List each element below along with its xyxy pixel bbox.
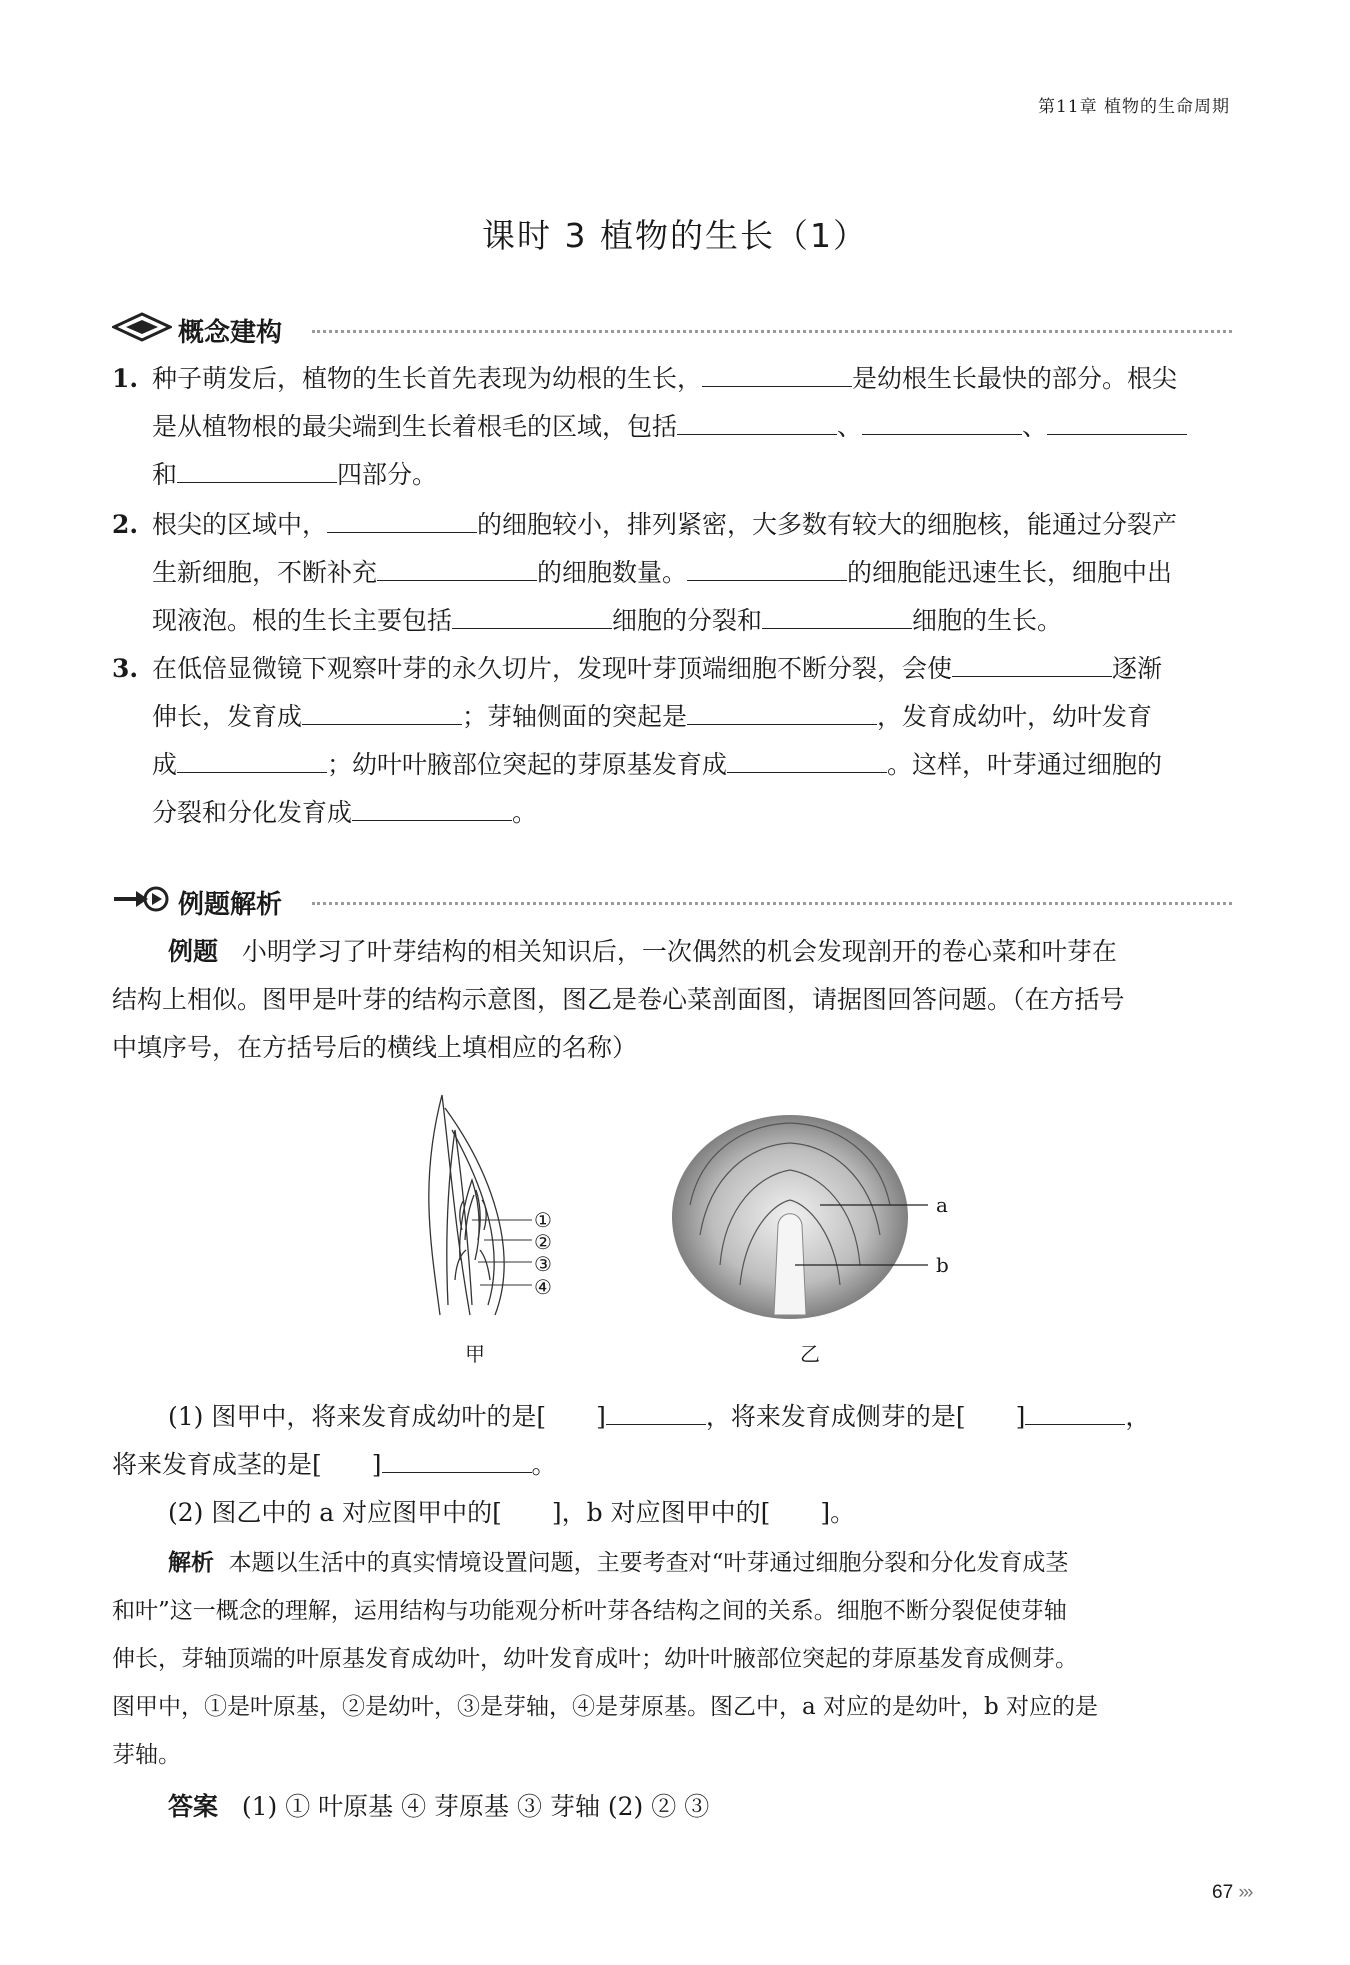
answer-line <box>168 1790 709 1824</box>
answer-blank[interactable] <box>452 606 612 629</box>
leaf-bud-diagram <box>400 1090 580 1320</box>
q-text: 根尖的区域中， <box>152 510 328 539</box>
q-text: ]，b 对应图甲中的[ <box>551 1498 771 1527</box>
question-number: 2. <box>112 510 139 539</box>
q-text: 和 <box>152 460 178 489</box>
example-line1 <box>168 935 1117 969</box>
q-text: ， <box>1125 1402 1151 1431</box>
q-text: ；幼叶叶腋部位突起的芽原基发育成 <box>327 750 728 779</box>
sub-question-1 <box>168 1400 1150 1434</box>
q-text: (1) 图甲中，将来发育成幼叶的是[ <box>168 1402 547 1431</box>
section-concept <box>112 310 1232 350</box>
dotted-rule <box>312 330 1232 333</box>
q-text: ] <box>596 1402 606 1431</box>
analysis-tag: 解析 <box>168 1550 214 1576</box>
answer-blank[interactable] <box>677 412 837 435</box>
q-text: 。 <box>531 1450 557 1479</box>
q-text: 生新细胞，不断补充 <box>152 558 378 587</box>
q-text: (2) 图乙中的 a 对应图甲中的[ <box>168 1498 502 1527</box>
sub-question-2 <box>168 1496 855 1530</box>
ex-text: 小明学习了叶芽结构的相关知识后，一次偶然的机会发现剖开的卷心菜和叶芽在 <box>241 937 1117 966</box>
question-3-line3 <box>152 748 1162 782</box>
answer-blank[interactable] <box>687 702 877 725</box>
section-title: 例题解析 <box>178 890 283 920</box>
q-text: 是从植物根的最尖端到生长着根毛的区域，包括 <box>152 412 678 441</box>
analysis-line5: 芽轴。 <box>112 1742 181 1768</box>
answer-blank[interactable] <box>1047 412 1187 435</box>
answer-blank[interactable] <box>727 750 887 773</box>
example-line2: 结构上相似。图甲是叶芽的结构示意图，图乙是卷心菜剖面图，请据图回答问题。（在方括号 <box>112 985 1125 1014</box>
q-text: 成 <box>152 750 178 779</box>
answer-blank[interactable] <box>177 750 327 773</box>
q-text: ；芽轴侧面的突起是 <box>462 702 688 731</box>
q-text: 是幼根生长最快的部分。根尖 <box>852 364 1178 393</box>
q-text: 。 <box>512 798 538 827</box>
section-title: 概念建构 <box>178 318 283 348</box>
answer-blank[interactable] <box>377 558 537 581</box>
figure-label-4: ④ <box>534 1275 552 1299</box>
q-text: 。这样，叶芽通过细胞的 <box>887 750 1163 779</box>
question-1-line3 <box>152 458 437 492</box>
q-text: 细胞的分裂和 <box>612 606 763 635</box>
answer-blank[interactable] <box>177 460 337 483</box>
answer-blank[interactable] <box>687 558 847 581</box>
lesson-title: 课时 3 植物的生长（1） <box>482 216 868 255</box>
answer-tag: 答案 <box>168 1792 219 1821</box>
q-text: 种子萌发后，植物的生长首先表现为幼根的生长， <box>152 364 703 393</box>
answer-blank[interactable] <box>302 702 462 725</box>
question-number: 1. <box>112 364 139 393</box>
cabbage-cross-section <box>670 1115 950 1325</box>
q-text: 分裂和分化发育成 <box>152 798 353 827</box>
q-text: 的细胞能迅速生长，细胞中出 <box>847 558 1173 587</box>
q-text: 现液泡。根的生长主要包括 <box>152 606 453 635</box>
analysis-line2: 和叶”这一概念的理解，运用结构与功能观分析叶芽各结构之间的关系。细胞不断分裂促使芽轴 <box>112 1598 1067 1624</box>
figure-caption-a: 甲 <box>465 1342 485 1366</box>
figure-label-1: ① <box>534 1208 552 1232</box>
figure-label-3: ③ <box>534 1252 552 1276</box>
q-text: 的细胞数量。 <box>537 558 688 587</box>
sub-question-1-line2 <box>112 1448 557 1482</box>
question-number: 3. <box>112 654 139 683</box>
example-tag: 例题 <box>168 937 219 966</box>
dotted-rule <box>312 902 1232 905</box>
q-text: ]。 <box>820 1498 856 1527</box>
chapter-header: 第11章 植物的生命周期 <box>1037 97 1230 117</box>
analysis-line1 <box>168 1546 1068 1580</box>
analysis-line4: 图甲中，①是叶原基，②是幼叶，③是芽轴，④是芽原基。图乙中，a 对应的是幼叶，b 对应的是 <box>112 1694 1099 1720</box>
chevron-right-icon: ››› <box>1238 1882 1252 1903</box>
q-text: ，发育成幼叶，幼叶发育 <box>877 702 1153 731</box>
figure-label-2: ② <box>534 1230 552 1254</box>
section-example <box>112 882 1232 922</box>
question-3-line4 <box>152 796 537 830</box>
analysis-line3: 伸长，芽轴顶端的叶原基发育成幼叶，幼叶发育成叶；幼叶叶腋部位突起的芽原基发育成侧芽。 <box>112 1646 1078 1672</box>
diamond-layers-icon <box>112 312 172 342</box>
answer-blank[interactable] <box>762 606 912 629</box>
q-text: 在低倍显微镜下观察叶芽的永久切片，发现叶芽顶端细胞不断分裂，会使 <box>152 654 953 683</box>
figure-mark-b: b <box>936 1253 949 1277</box>
q-text: ] <box>1015 1402 1026 1431</box>
question-2 <box>112 508 1177 542</box>
page-number-text: 67 <box>1212 1882 1234 1903</box>
question-3-line2 <box>152 700 1152 734</box>
analysis-text: 本题以生活中的真实情境设置问题，主要考查对“叶芽通过细胞分裂和分化发育成茎 <box>228 1550 1069 1576</box>
q-text: ，将来发育成侧芽的是[ <box>705 1402 966 1431</box>
q-text: ] <box>371 1450 382 1479</box>
q-text: 四部分。 <box>337 460 438 489</box>
q-text: 伸长，发育成 <box>152 702 303 731</box>
question-1-line2 <box>152 410 1187 444</box>
arrow-target-icon <box>112 884 172 914</box>
question-2-line2 <box>152 556 1172 590</box>
figure-caption-b: 乙 <box>800 1342 820 1366</box>
question-2-line3 <box>152 604 1062 638</box>
answer-blank[interactable] <box>327 510 477 533</box>
q-text: 细胞的生长。 <box>912 606 1063 635</box>
answer-blank[interactable] <box>1025 1402 1125 1425</box>
q-text: 将来发育成茎的是[ <box>112 1450 322 1479</box>
answer-blank[interactable] <box>382 1450 532 1473</box>
answer-text: (1) ① 叶原基 ④ 芽原基 ③ 芽轴 (2) ② ③ <box>241 1792 710 1821</box>
page-number <box>1212 1882 1251 1904</box>
answer-blank[interactable] <box>606 1402 706 1425</box>
q-text: 、 <box>837 412 863 441</box>
answer-blank[interactable] <box>952 654 1112 677</box>
question-1 <box>112 362 1177 396</box>
example-line3: 中填序号，在方括号后的横线上填相应的名称） <box>112 1033 638 1062</box>
figure-mark-a: a <box>936 1193 948 1217</box>
question-3 <box>112 652 1162 686</box>
answer-blank[interactable] <box>702 364 852 387</box>
q-text: 的细胞较小，排列紧密，大多数有较大的细胞核，能通过分裂产 <box>477 510 1178 539</box>
q-text: 、 <box>1022 412 1048 441</box>
answer-blank[interactable] <box>352 798 512 821</box>
q-text: 逐渐 <box>1112 654 1163 683</box>
answer-blank[interactable] <box>862 412 1022 435</box>
